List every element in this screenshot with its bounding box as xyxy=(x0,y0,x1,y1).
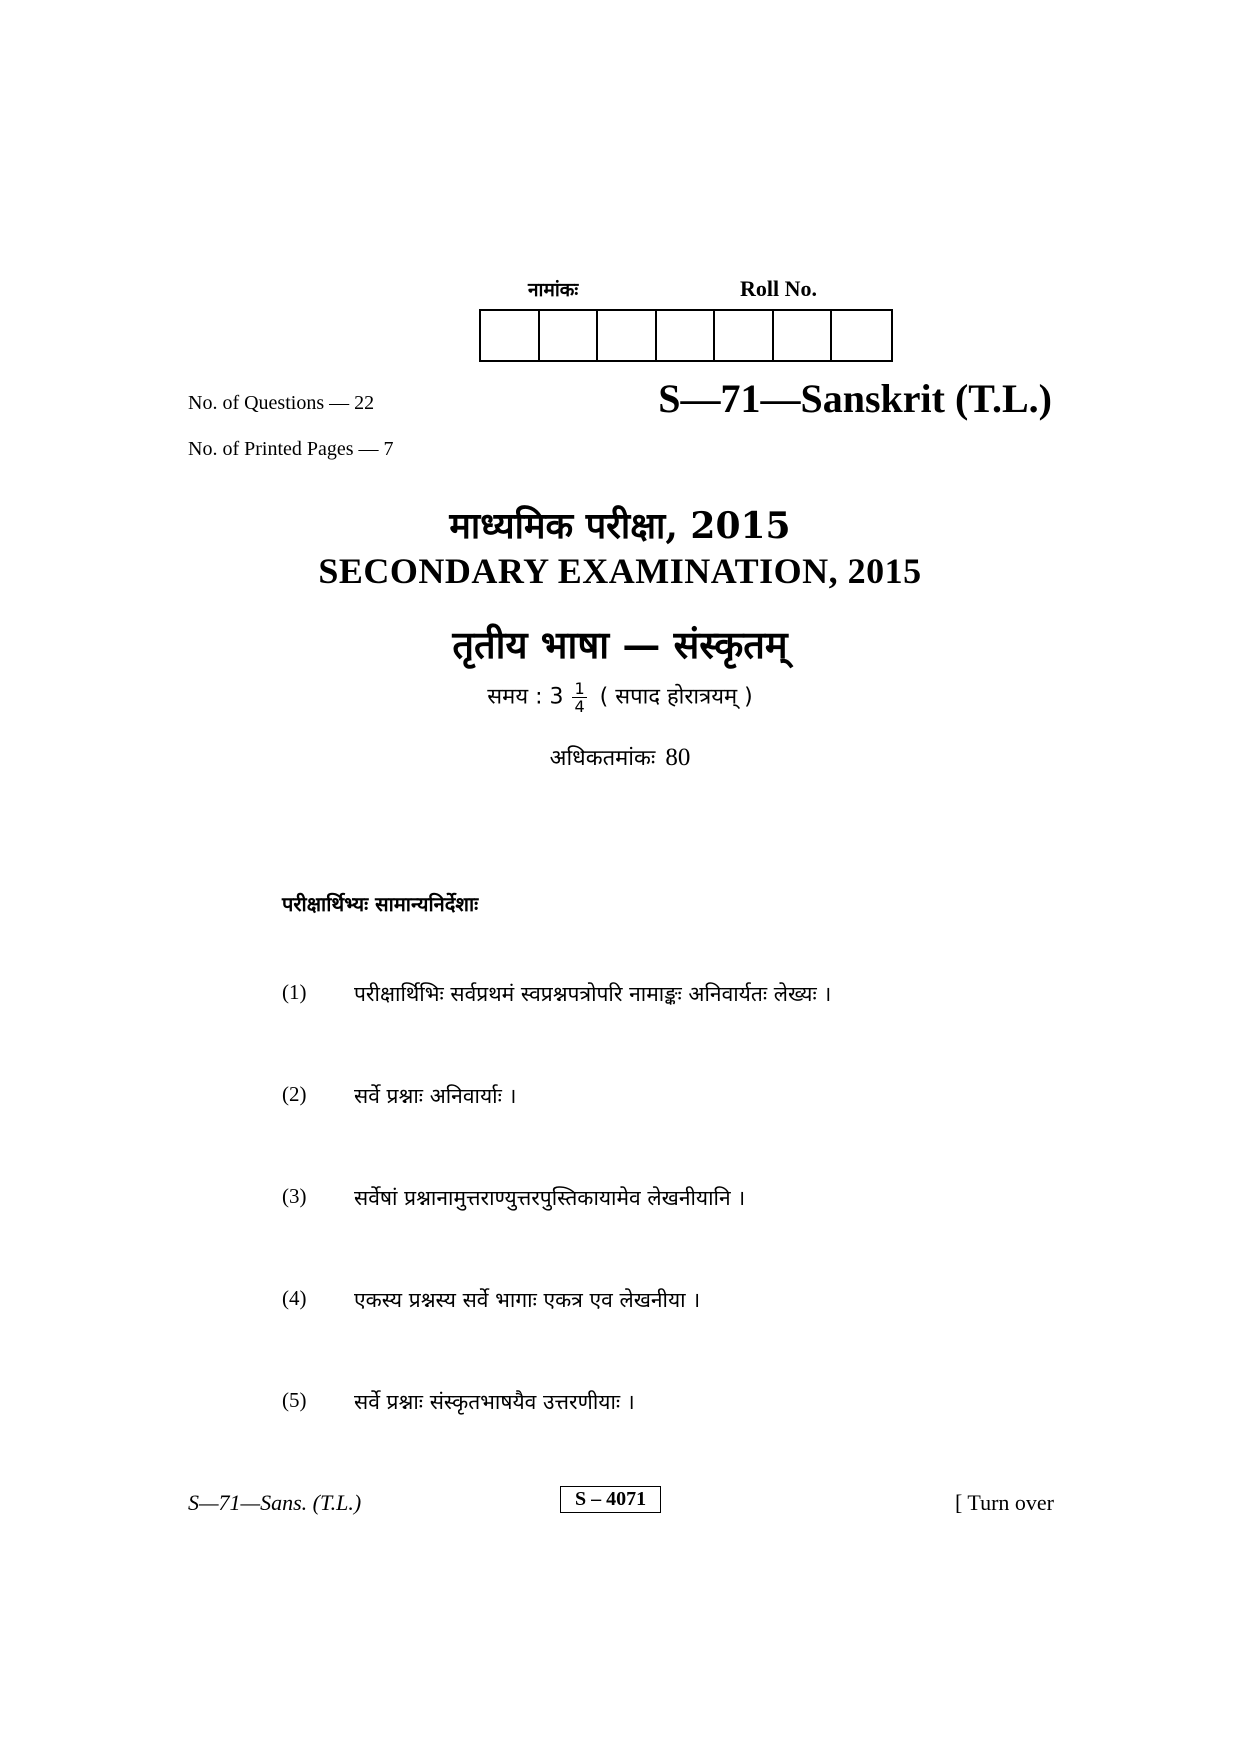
roll-digit-box[interactable] xyxy=(540,311,599,360)
time-label: समय : 3 xyxy=(487,684,564,710)
exam-title-hindi: माध्यमिक परीक्षा, 2015 xyxy=(449,505,791,547)
footer-paper-code: S—71—Sans. (T.L.) xyxy=(188,1490,362,1515)
instruction-number: (2) xyxy=(282,1082,307,1106)
instruction-item xyxy=(282,1082,516,1110)
instruction-item xyxy=(282,980,831,1008)
fraction-denominator: 4 xyxy=(574,697,585,716)
marks-label: अधिकतमांकः xyxy=(549,746,656,771)
roll-digit-box[interactable] xyxy=(481,311,540,360)
instruction-number: (3) xyxy=(282,1184,307,1208)
instruction-text: सर्वे प्रश्नाः अनिवार्याः । xyxy=(354,1084,517,1108)
time-suffix: ( सपाद होरात्रयम् ) xyxy=(599,684,753,710)
number-of-pages: No. of Printed Pages — 7 xyxy=(188,438,394,460)
roll-digit-box[interactable] xyxy=(598,311,657,360)
instruction-item xyxy=(282,1388,635,1416)
fraction-numerator: 1 xyxy=(574,679,585,698)
instruction-item xyxy=(282,1184,745,1212)
instruction-number: (1) xyxy=(282,980,307,1004)
roll-digit-box[interactable] xyxy=(832,311,891,360)
instruction-text: सर्वेषां प्रश्नानामुत्तराण्युत्तरपुस्तिकायामेव लेखनीयानि । xyxy=(354,1186,746,1210)
instruction-text: एकस्य प्रश्नस्य सर्वे भागाः एकत्र एव लेखनीया । xyxy=(354,1288,701,1312)
roll-digit-box[interactable] xyxy=(657,311,716,360)
instructions-heading: परीक्षार्थिभ्यः सामान्यनिर्देशाः xyxy=(282,892,479,916)
roll-number-boxes[interactable] xyxy=(479,309,893,362)
instruction-item xyxy=(282,1286,700,1314)
roll-digit-box[interactable] xyxy=(715,311,774,360)
paper-code: S—71—Sanskrit (T.L.) xyxy=(658,376,1052,421)
instruction-number: (4) xyxy=(282,1286,307,1310)
number-of-questions: No. of Questions — 22 xyxy=(188,392,375,414)
turn-over-note: [ Turn over xyxy=(954,1490,1054,1515)
footer-series-code: S – 4071 xyxy=(560,1486,661,1513)
time-allowed xyxy=(0,680,1240,715)
subject-title: तृतीय भाषा — संस्कृतम् xyxy=(452,622,788,667)
exam-title-english: SECONDARY EXAMINATION, 2015 xyxy=(318,551,922,591)
roll-label-hindi: नामांकः xyxy=(528,279,579,301)
instruction-text: परीक्षार्थिभिः सर्वप्रथमं स्वप्रश्नपत्रोपरि नामाङ्कः अनिवार्यतः लेख्यः । xyxy=(354,982,832,1006)
instruction-number: (5) xyxy=(282,1388,307,1412)
roll-digit-box[interactable] xyxy=(774,311,833,360)
maximum-marks xyxy=(0,742,1240,772)
instruction-text: सर्वे प्रश्नाः संस्कृतभाषयैव उत्तरणीयाः । xyxy=(354,1390,635,1414)
time-fraction xyxy=(572,680,586,715)
roll-label-english: Roll No. xyxy=(740,276,817,301)
marks-value: 80 xyxy=(665,744,691,771)
